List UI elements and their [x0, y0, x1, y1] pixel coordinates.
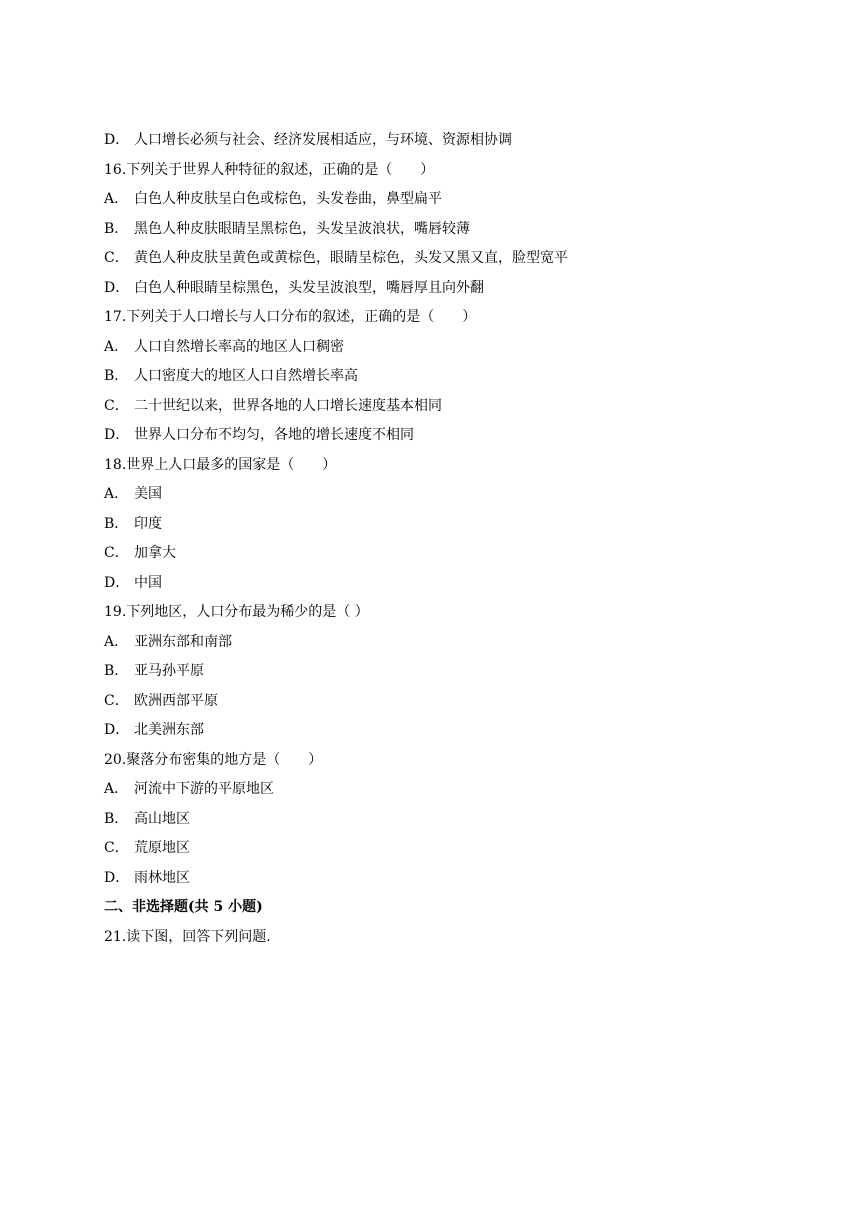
- option-text: 二十世纪以来，世界各地的人口增长速度基本相同: [134, 397, 442, 414]
- document-content: [104, 128, 764, 954]
- option-text: 加拿大: [134, 545, 176, 561]
- answer-option: [104, 541, 764, 571]
- option-letter: C．: [104, 840, 129, 856]
- answer-option: [104, 276, 764, 306]
- option-text: 欧洲西部平原: [134, 692, 218, 709]
- answer-option: [104, 217, 764, 247]
- option-letter: D．: [104, 722, 130, 738]
- option-text: 美国: [134, 486, 162, 502]
- option-text: 雨林地区: [134, 869, 190, 886]
- answer-option: [104, 689, 764, 719]
- option-text: 亚洲东部和南部: [134, 633, 232, 650]
- question-stem: 19.下列地区，人口分布最为稀少的是（ ）: [104, 604, 369, 620]
- option-letter: C．: [104, 250, 129, 266]
- answer-option: [104, 659, 764, 689]
- option-text: 人口增长必须与社会、经济发展相适应，与环境、资源相协调: [134, 132, 512, 148]
- option-letter: B．: [104, 663, 129, 679]
- question-stem: 21.读下图，回答下列问题.: [104, 928, 271, 945]
- option-letter: B．: [104, 220, 129, 237]
- answer-option: [104, 777, 764, 807]
- question-stem: 17.下列关于人口增长与人口分布的叙述，正确的是（ ）: [104, 309, 477, 325]
- question-stem: 20.聚落分布密集的地方是（ ）: [104, 751, 323, 768]
- option-letter: A．: [104, 781, 129, 797]
- option-letter: C．: [104, 397, 129, 414]
- option-text: 中国: [134, 574, 162, 591]
- option-letter: A．: [104, 191, 129, 207]
- answer-option: [104, 335, 764, 365]
- answer-option: [104, 718, 764, 748]
- answer-option: [104, 571, 764, 601]
- answer-option: [104, 394, 764, 424]
- option-text: 高山地区: [134, 810, 190, 827]
- answer-option: [104, 512, 764, 542]
- option-letter: D．: [104, 132, 130, 148]
- option-text: 白色人种皮肤呈白色或棕色，头发卷曲，鼻型扁平: [134, 191, 442, 207]
- option-letter: A．: [104, 486, 129, 502]
- answer-option: [104, 482, 764, 512]
- answer-option: [104, 630, 764, 660]
- question-stem: 16.下列关于世界人种特征的叙述，正确的是（ ）: [104, 161, 435, 178]
- option-text: 黑色人种皮肤眼睛呈黑棕色，头发呈波浪状，嘴唇较薄: [134, 220, 470, 237]
- option-letter: B．: [104, 810, 129, 827]
- option-text: 印度: [134, 515, 162, 532]
- option-letter: B．: [104, 515, 129, 532]
- option-text: 世界人口分布不均匀，各地的增长速度不相同: [134, 427, 414, 443]
- option-text: 荒原地区: [134, 840, 190, 856]
- option-text: 河流中下游的平原地区: [134, 781, 274, 797]
- section-heading: 二、非选择题(共 5 小题): [104, 899, 263, 915]
- option-text: 人口密度大的地区人口自然增长率高: [134, 368, 358, 384]
- option-letter: C．: [104, 692, 129, 709]
- answer-option: [104, 866, 764, 896]
- option-letter: D．: [104, 279, 130, 296]
- option-letter: A．: [104, 338, 129, 355]
- answer-option: [104, 246, 764, 276]
- answer-option: [104, 364, 764, 394]
- option-text: 白色人种眼睛呈棕黑色，头发呈波浪型，嘴唇厚且向外翻: [134, 279, 484, 296]
- option-text: 北美洲东部: [134, 722, 204, 738]
- answer-option: [104, 423, 764, 453]
- question-stem: 18.世界上人口最多的国家是（ ）: [104, 456, 337, 473]
- answer-option: [104, 836, 764, 866]
- option-letter: C．: [104, 545, 129, 561]
- answer-option: [104, 128, 764, 158]
- option-letter: A．: [104, 633, 129, 650]
- option-letter: D．: [104, 574, 130, 591]
- answer-option: [104, 187, 764, 217]
- option-letter: D．: [104, 427, 130, 443]
- option-text: 黄色人种皮肤呈黄色或黄棕色，眼睛呈棕色，头发又黑又直，脸型宽平: [134, 250, 568, 266]
- option-letter: B．: [104, 368, 129, 384]
- option-letter: D．: [104, 869, 130, 886]
- option-text: 人口自然增长率高的地区人口稠密: [134, 338, 344, 355]
- answer-option: [104, 807, 764, 837]
- option-text: 亚马孙平原: [134, 663, 204, 679]
